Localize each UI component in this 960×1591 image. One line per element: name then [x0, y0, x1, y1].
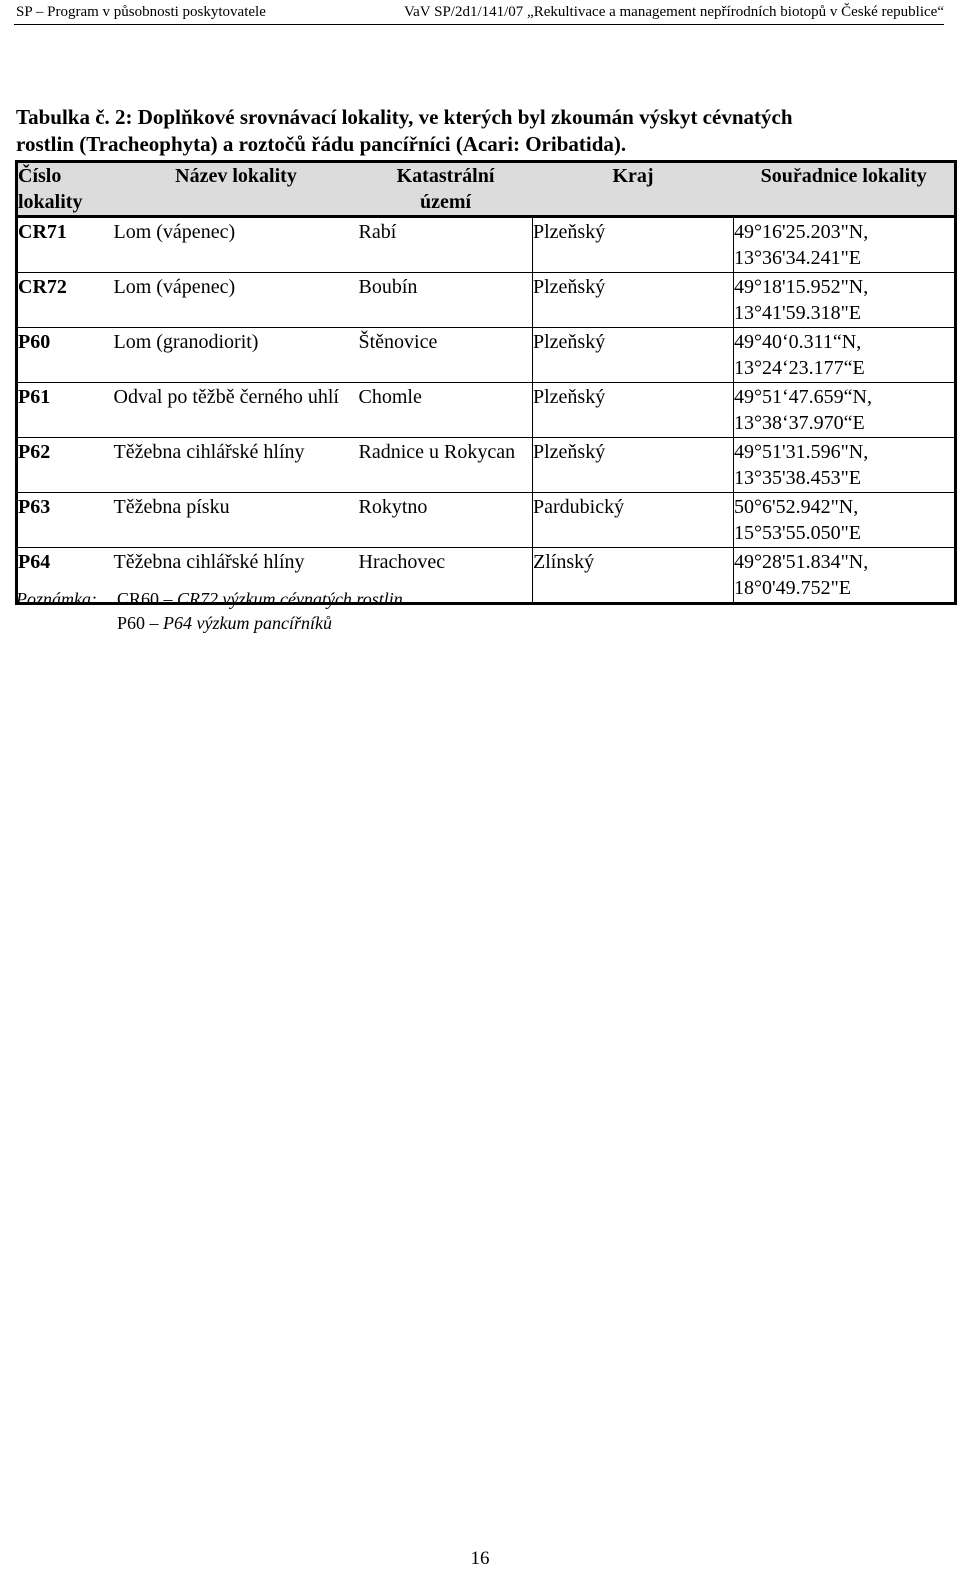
- table-row: [17, 383, 956, 438]
- cell-region: Plzeňský: [533, 438, 734, 493]
- header-locality-number: [17, 162, 114, 217]
- note-text-2: – P64 výzkum pancířníků: [145, 613, 332, 633]
- header-cadastre-line2: území: [419, 191, 472, 213]
- cell-locality-name: Lom (vápenec): [114, 273, 359, 328]
- cell-longitude: 13°24‘23.177“E: [734, 357, 865, 379]
- cell-cadastre: Chomle: [359, 383, 533, 438]
- cell-latitude: 49°18'15.952"N,: [734, 276, 869, 298]
- header-cadastre: [359, 162, 533, 217]
- note-label: Poznámka:: [16, 589, 97, 609]
- cell-coordinates: [734, 383, 956, 438]
- cell-region: Plzeňský: [533, 383, 734, 438]
- cell-longitude: 13°36'34.241"E: [734, 247, 861, 269]
- cell-locality-number: P61: [17, 383, 114, 438]
- note-line-1: [16, 587, 403, 611]
- table-note: [16, 587, 403, 635]
- cell-locality-name: Odval po těžbě černého uhlí: [114, 383, 359, 438]
- cell-locality-number: CR72: [17, 273, 114, 328]
- cell-region: Zlínský: [533, 548, 734, 604]
- caption-line-2: rostlin (Tracheophyta) a roztočů řádu pancířníci (Acari: Oribatida).: [16, 132, 627, 156]
- header-program: SP – Program v působnosti poskytovatele: [16, 4, 266, 20]
- cell-latitude: 49°16'25.203"N,: [734, 221, 869, 243]
- cell-locality-name: Lom (vápenec): [113, 221, 236, 243]
- cell-latitude: 49°28'51.834"N,: [734, 551, 869, 573]
- cell-cadastre: Radnice u Rokycan: [359, 438, 533, 493]
- cell-latitude: 50°6'52.942"N,: [734, 496, 859, 518]
- cell-region: Plzeňský: [533, 328, 734, 383]
- cell-locality-number: P62: [17, 438, 114, 493]
- cell-latitude: 49°51'31.596"N,: [734, 441, 869, 463]
- cell-coordinates: [734, 273, 956, 328]
- page-number: 16: [470, 1548, 490, 1569]
- cell-longitude: 13°38‘37.970“E: [734, 412, 865, 434]
- header-project: VaV SP/2d1/141/07 „Rekultivace a management nepřírodních biotopů v České republice“: [403, 4, 944, 20]
- note-text-1: – CR72 výzkum cévnatých rostlin: [159, 589, 403, 609]
- table-row: [17, 273, 956, 328]
- cell-cadastre: Boubín: [359, 273, 533, 328]
- table-caption: [16, 104, 946, 158]
- cell-locality-number: CR71: [18, 221, 67, 243]
- table-row: [17, 438, 956, 493]
- header-coordinates-text: Souřadnice lokality: [760, 165, 927, 187]
- locality-table: [15, 160, 957, 605]
- running-header: [14, 2, 944, 25]
- cell-cadastre: Štěnovice: [359, 328, 533, 383]
- table-row: [17, 217, 956, 273]
- cell-locality-name: Těžebna cihlářské hlíny: [114, 548, 359, 604]
- header-region-text: Kraj: [612, 165, 654, 187]
- cell-latitude: 49°51‘47.659“N,: [734, 386, 872, 408]
- cell-coordinates: [734, 328, 956, 383]
- cell-locality-number: P64: [17, 548, 114, 604]
- cell-longitude: 13°35'38.453"E: [734, 467, 861, 489]
- header-locality-number-line2: lokality: [18, 191, 83, 213]
- cell-locality-name: Lom (granodiorit): [114, 328, 359, 383]
- cell-locality-number: P63: [17, 493, 114, 548]
- cell-region: Plzeňský: [533, 273, 734, 328]
- cell-cadastre: Rokytno: [359, 493, 533, 548]
- table-row: [17, 493, 956, 548]
- note-line-2: [16, 611, 403, 635]
- cell-region: Pardubický: [533, 493, 734, 548]
- cell-cadastre: Hrachovec: [359, 548, 533, 604]
- cell-longitude: 15°53'55.050"E: [734, 522, 861, 544]
- cell-coordinates: [734, 217, 956, 273]
- header-locality-number-line1: Číslo: [18, 165, 62, 187]
- cell-latitude: 49°40‘0.311“N,: [734, 331, 862, 353]
- cell-cadastre: Rabí: [358, 221, 397, 243]
- table-row: [17, 328, 956, 383]
- note-code-1: CR60: [117, 589, 160, 609]
- caption-line-1: Tabulka č. 2: Doplňkové srovnávací lokality, ve kterých byl zkoumán výskyt cévnatých: [16, 105, 793, 129]
- header-locality-name: [114, 162, 359, 217]
- cell-locality-name: Těžebna písku: [114, 493, 359, 548]
- cell-region: Plzeňský: [533, 217, 734, 273]
- cell-coordinates: [734, 493, 956, 548]
- header-cadastre-line1: Katastrální: [396, 165, 495, 187]
- cell-locality-name: Těžebna cihlářské hlíny: [114, 438, 359, 493]
- cell-longitude: 13°41'59.318"E: [734, 302, 861, 324]
- cell-coordinates: [734, 438, 956, 493]
- note-code-2: P60: [117, 613, 146, 633]
- cell-longitude: 18°0'49.752"E: [734, 577, 851, 599]
- header-coordinates: [734, 162, 956, 217]
- cell-coordinates: [734, 548, 956, 604]
- header-locality-name-text: Název lokality: [175, 165, 297, 187]
- header-region: [533, 162, 734, 217]
- table-header-row: [17, 162, 956, 217]
- cell-locality-number: P60: [17, 328, 114, 383]
